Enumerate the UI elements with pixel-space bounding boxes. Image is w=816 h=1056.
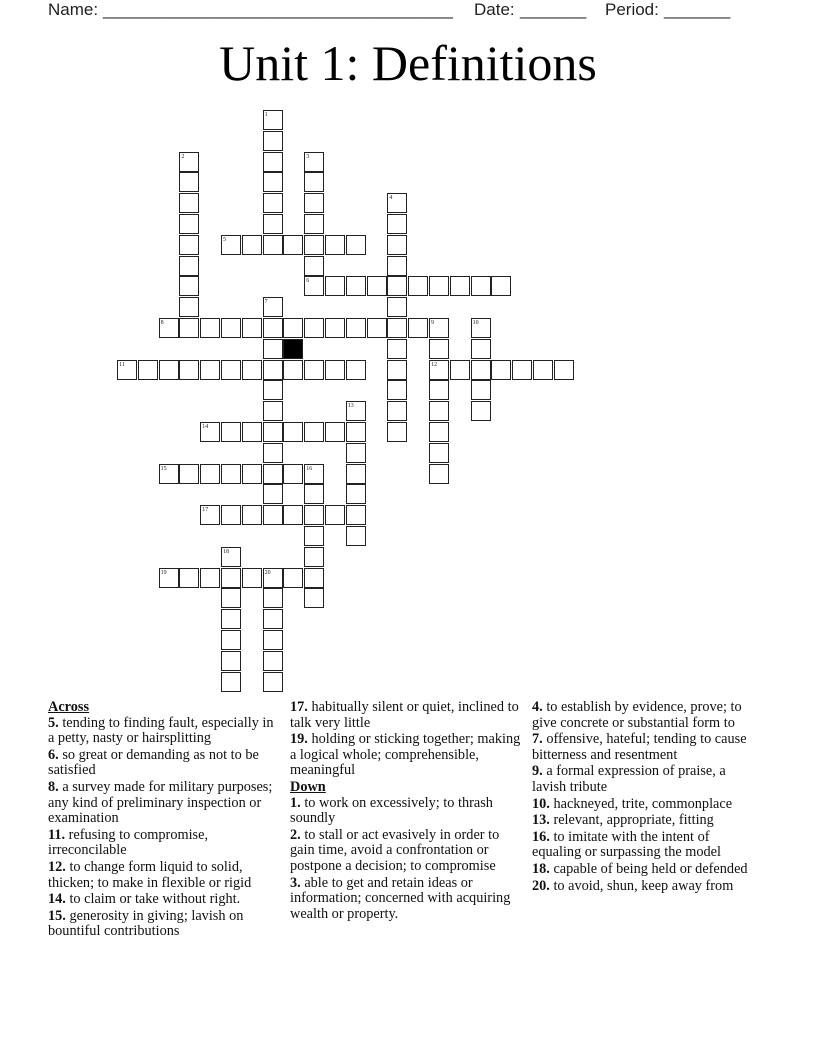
date-line[interactable]: _______	[520, 0, 587, 19]
grid-cell[interactable]	[325, 318, 345, 338]
clue-across-6: 6. so great or demanding as not to be satisfied	[48, 746, 259, 779]
grid-cell[interactable]	[304, 422, 324, 442]
grid-cell[interactable]	[512, 360, 532, 380]
grid-number: 16	[306, 465, 313, 472]
grid-cell[interactable]	[387, 214, 407, 234]
grid-cell[interactable]	[283, 568, 303, 588]
grid-cell[interactable]	[200, 464, 220, 484]
grid-number: 14	[202, 424, 209, 430]
grid-cell[interactable]	[179, 172, 199, 192]
grid-cell[interactable]	[263, 672, 283, 692]
grid-cell[interactable]	[263, 588, 283, 608]
grid-cell[interactable]	[304, 484, 324, 504]
grid-cell[interactable]	[263, 443, 283, 463]
grid-cell[interactable]	[304, 568, 324, 588]
clue-down-20: 20. to avoid, shun, keep away from	[532, 877, 734, 894]
clue-across-5: 5. tending to finding fault, especially in a petty, nasty or hairsplitting	[48, 714, 274, 747]
black-square	[283, 339, 303, 359]
grid-cell[interactable]	[263, 360, 283, 380]
grid-cell[interactable]	[159, 360, 179, 380]
grid-cell[interactable]	[221, 609, 241, 629]
grid-cell[interactable]	[304, 547, 324, 567]
grid-cell[interactable]	[221, 568, 241, 588]
clue-column-3	[532, 700, 762, 895]
grid-cell[interactable]	[304, 318, 324, 338]
grid-cell[interactable]	[263, 380, 283, 400]
clue-down-3: 3. able to get and retain ideas or information; concerned with acquiring wealth or property.	[290, 874, 511, 922]
clue-across-17: 17. habitually silent or quiet, inclined to talk very little	[290, 699, 519, 731]
name-line[interactable]: _____________________________________	[103, 0, 453, 19]
clue-down-1: 1. to work on excessively; to thrash soundly	[290, 794, 493, 827]
date-label: Date:	[474, 0, 515, 19]
grid-cell[interactable]	[221, 318, 241, 338]
grid-number: 12	[431, 361, 437, 368]
clue-down-7: 7. offensive, hateful; tending to cause bitterness and resentment	[532, 731, 747, 763]
grid-cell[interactable]	[387, 256, 407, 276]
grid-cell[interactable]	[179, 297, 199, 317]
grid-cell[interactable]	[263, 152, 283, 172]
grid-cell[interactable]	[263, 651, 283, 671]
grid-cell[interactable]	[221, 422, 241, 442]
grid-cell[interactable]	[387, 297, 407, 317]
grid-cell[interactable]	[242, 318, 262, 338]
clue-column-2	[290, 700, 526, 923]
grid-cell[interactable]	[471, 401, 491, 421]
grid-number: 1	[264, 112, 268, 118]
grid-cell[interactable]	[533, 360, 553, 380]
grid-cell[interactable]	[242, 505, 262, 525]
grid-cell[interactable]	[387, 318, 407, 338]
grid-number: 7	[264, 299, 268, 306]
clue-across-19: 19. holding or sticking together; making a logical whole; comprehensible, meaningful	[290, 731, 521, 779]
clue-down-13: 13. relevant, appropriate, fitting	[532, 812, 714, 829]
grid-cell[interactable]	[179, 318, 199, 338]
grid-cell[interactable]	[325, 422, 345, 442]
grid-cell[interactable]	[179, 464, 199, 484]
grid-cell[interactable]	[283, 464, 303, 484]
grid-cell[interactable]	[221, 588, 241, 608]
grid-cell[interactable]	[221, 360, 241, 380]
grid-cell[interactable]	[304, 172, 324, 192]
grid-cell[interactable]	[471, 276, 491, 296]
grid-cell[interactable]	[200, 318, 220, 338]
grid-cell[interactable]	[221, 672, 241, 692]
grid-cell[interactable]	[221, 651, 241, 671]
grid-cell[interactable]	[283, 422, 303, 442]
grid-cell[interactable]	[450, 360, 470, 380]
grid-cell[interactable]	[471, 339, 491, 359]
grid-cell[interactable]	[387, 235, 407, 255]
grid-cell[interactable]	[346, 484, 366, 504]
grid-cell[interactable]	[263, 235, 283, 255]
grid-cell[interactable]	[263, 339, 283, 359]
grid-cell[interactable]	[304, 360, 324, 380]
grid-cell[interactable]	[179, 214, 199, 234]
grid-cell[interactable]	[304, 256, 324, 276]
grid-cell[interactable]	[242, 422, 262, 442]
grid-cell[interactable]	[429, 464, 449, 484]
grid-cell[interactable]	[471, 360, 491, 380]
clue-down-9: 9. a formal expression of praise, a lavish tribute	[532, 763, 726, 795]
grid-cell[interactable]	[200, 568, 220, 588]
clue-down-16: 16. to imitate with the intent of equaling or surpassing the model	[532, 828, 722, 861]
grid-cell[interactable]	[491, 276, 511, 296]
grid-cell[interactable]	[263, 630, 283, 650]
grid-cell[interactable]	[263, 464, 283, 484]
across-heading: Across	[48, 699, 90, 715]
grid-cell[interactable]	[346, 422, 366, 442]
grid-cell[interactable]	[242, 235, 262, 255]
clue-across-11: 11. refusing to compromise, irreconcilable	[48, 826, 209, 859]
grid-cell[interactable]	[304, 235, 324, 255]
grid-cell[interactable]	[221, 505, 241, 525]
grid-cell[interactable]	[450, 276, 470, 296]
grid-cell[interactable]	[325, 235, 345, 255]
grid-cell[interactable]	[242, 568, 262, 588]
grid-cell[interactable]	[367, 318, 387, 338]
grid-cell[interactable]	[387, 380, 407, 400]
clue-column-1	[48, 700, 278, 941]
period-label: Period:	[605, 0, 659, 19]
down-heading: Down	[290, 778, 326, 795]
name-label: Name:	[48, 0, 99, 19]
grid-cell[interactable]	[179, 235, 199, 255]
grid-cell[interactable]	[346, 276, 366, 296]
grid-cell[interactable]	[346, 464, 366, 484]
period-line[interactable]: _______	[664, 0, 731, 19]
grid-number: 9	[431, 320, 434, 326]
grid-cell[interactable]	[263, 609, 283, 629]
clue-across-14: 14. to claim or take without right.	[48, 891, 241, 908]
grid-cell[interactable]	[408, 276, 428, 296]
grid-cell[interactable]	[346, 235, 366, 255]
grid-number: 13	[347, 403, 354, 410]
grid-cell[interactable]	[325, 505, 345, 525]
grid-cell[interactable]	[263, 422, 283, 442]
grid-number: 11	[119, 361, 125, 368]
grid-cell[interactable]	[263, 484, 283, 504]
grid-cell[interactable]	[325, 276, 345, 296]
grid-cell[interactable]	[429, 422, 449, 442]
grid-cell[interactable]	[429, 276, 449, 296]
grid-cell[interactable]	[304, 214, 324, 234]
grid-cell[interactable]	[263, 172, 283, 192]
grid-cell[interactable]	[491, 360, 511, 380]
grid-cell[interactable]	[387, 360, 407, 380]
grid-number: 20	[264, 569, 271, 576]
grid-cell[interactable]	[221, 630, 241, 650]
grid-cell[interactable]	[471, 380, 491, 400]
grid-cell[interactable]	[283, 360, 303, 380]
grid-cell[interactable]	[387, 339, 407, 359]
grid-cell[interactable]	[387, 401, 407, 421]
grid-cell[interactable]	[346, 526, 366, 546]
clue-down-18: 18. capable of being held or defended	[532, 860, 748, 877]
grid-cell[interactable]	[304, 193, 324, 213]
grid-cell[interactable]	[242, 360, 262, 380]
grid-cell[interactable]	[263, 214, 283, 234]
grid-cell[interactable]	[554, 360, 574, 380]
page-title: Unit 1: Definitions	[219, 35, 597, 91]
grid-cell[interactable]	[263, 401, 283, 421]
grid-cell[interactable]	[283, 235, 303, 255]
grid-cell[interactable]	[263, 318, 283, 338]
grid-cell[interactable]	[179, 193, 199, 213]
grid-cell[interactable]	[346, 443, 366, 463]
grid-cell[interactable]	[387, 422, 407, 442]
grid-cell[interactable]	[367, 276, 387, 296]
grid-number: 6	[306, 278, 310, 285]
grid-number: 3	[306, 153, 310, 160]
grid-number: 4	[389, 195, 393, 202]
clue-down-2: 2. to stall or act evasively in order to gain time, avoid a confrontation or postpone a decision; to compromise	[290, 826, 500, 874]
grid-cell[interactable]	[200, 360, 220, 380]
grid-cell[interactable]	[179, 360, 199, 380]
grid-number: 19	[160, 569, 167, 576]
grid-cell[interactable]	[179, 276, 199, 296]
grid-cell[interactable]	[263, 505, 283, 525]
grid-cell[interactable]	[387, 276, 407, 296]
grid-cell[interactable]	[346, 360, 366, 380]
grid-number: 8	[160, 320, 164, 326]
grid-cell[interactable]	[242, 464, 262, 484]
grid-number: 15	[160, 465, 167, 472]
grid-cell[interactable]	[429, 401, 449, 421]
grid-number: 10	[472, 320, 479, 326]
grid-cell[interactable]	[429, 380, 449, 400]
clue-across-15: 15. generosity in giving; lavish on bountiful contributions	[48, 907, 244, 940]
grid-cell[interactable]	[304, 505, 324, 525]
clue-across-8: 8. a survey made for military purposes; any kind of preliminary inspection or examination	[48, 778, 273, 827]
clue-down-4: 4. to establish by evidence, prove; to give concrete or substantial form to	[532, 699, 742, 731]
grid-cell[interactable]	[179, 256, 199, 276]
grid-cell[interactable]	[179, 568, 199, 588]
grid-cell[interactable]	[346, 505, 366, 525]
grid-cell[interactable]	[346, 318, 366, 338]
grid-cell[interactable]	[283, 318, 303, 338]
grid-cell[interactable]	[408, 318, 428, 338]
grid-cell[interactable]	[263, 193, 283, 213]
clue-across-12: 12. to change form liquid to solid, thicken; to make in flexible or rigid	[48, 858, 252, 891]
grid-cell[interactable]	[138, 360, 158, 380]
grid-cell[interactable]	[429, 443, 449, 463]
grid-cell[interactable]	[283, 505, 303, 525]
grid-cell[interactable]	[263, 131, 283, 151]
grid-number: 2	[181, 153, 185, 160]
grid-cell[interactable]	[429, 339, 449, 359]
clue-down-10: 10. hackneyed, trite, commonplace	[532, 795, 733, 812]
grid-cell[interactable]	[304, 526, 324, 546]
grid-cell[interactable]	[221, 464, 241, 484]
grid-cell[interactable]	[325, 360, 345, 380]
grid-number: 5	[223, 236, 226, 243]
grid-number: 17	[202, 507, 209, 514]
grid-number: 18	[223, 548, 229, 555]
grid-cell[interactable]	[304, 588, 324, 608]
